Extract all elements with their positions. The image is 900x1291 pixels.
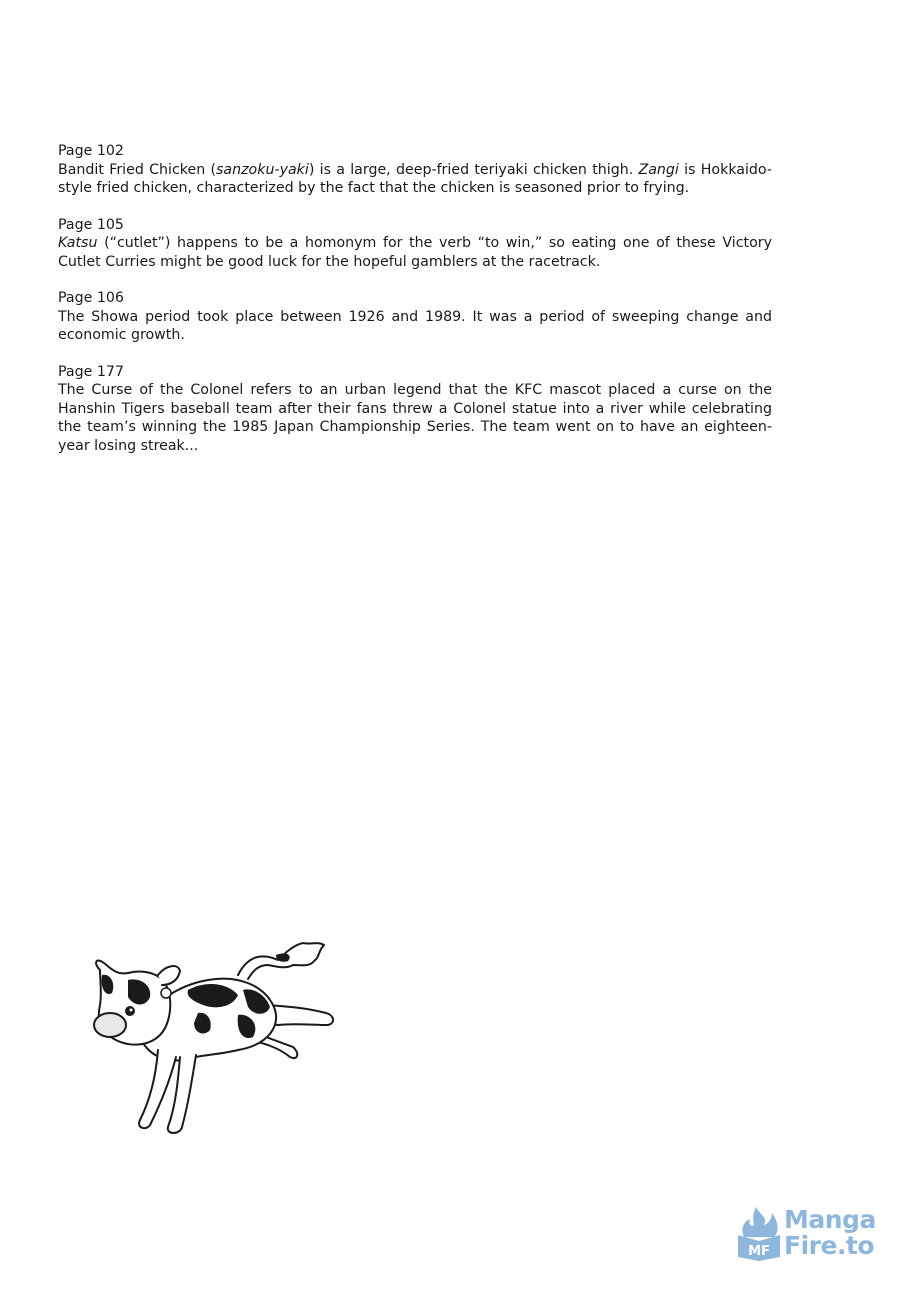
note-italic-term: sanzoku-yaki	[216, 161, 309, 178]
note-text	[58, 234, 772, 271]
note-text-segment: The Showa period took place between 1926 and 1989. It was a period of sweeping change and economic growth.	[58, 308, 772, 343]
note-page-label: Page 102	[58, 143, 124, 159]
note-block	[58, 216, 772, 272]
site-watermark	[734, 1203, 884, 1263]
note-text-segment: The Curse of the Colonel refers to an urban legend that the KFC mascot placed a curse on the Hanshin Tigers baseball team after their fans threw a Colonel statue into a river while celebrating the team’s winning the 1985 Japan Championship Series. The team went on to have an eighteen-year losing streak...	[58, 382, 772, 454]
note-block	[58, 289, 772, 345]
cow-illustration	[88, 935, 340, 1140]
note-text	[58, 381, 772, 455]
flame-book-icon	[734, 1205, 784, 1261]
note-page-label: Page 106	[58, 290, 124, 306]
note-italic-term: Katsu	[58, 235, 98, 251]
note-text-segment: is Hokkaido-style fried chicken, characterized by the fact that the chicken is seasoned prior to frying.	[58, 161, 772, 196]
note-text	[58, 161, 772, 198]
note-text-segment: (“cutlet”) happens to be a homonym for the verb “to win,” so eating one of these Victory Cutlet Curries might be good luck for the hopeful gamblers at the racetrack.	[58, 235, 772, 270]
note-block	[58, 363, 772, 456]
note-text-segment: Bandit Fried Chicken (	[58, 161, 217, 178]
svg-text:MF: MF	[748, 1244, 770, 1259]
note-block	[58, 142, 772, 198]
note-page-label: Page 177	[58, 363, 124, 380]
translation-notes	[58, 142, 772, 473]
note-page-label: Page 105	[58, 216, 124, 233]
note-text-segment: ) is a large, deep-fried teriyaki chicken thigh.	[308, 161, 639, 178]
note-italic-term: Zangi	[638, 161, 679, 178]
watermark-line-1: Manga	[784, 1205, 876, 1234]
note-text	[58, 308, 772, 345]
watermark-line-2: Fire.to	[784, 1231, 875, 1260]
